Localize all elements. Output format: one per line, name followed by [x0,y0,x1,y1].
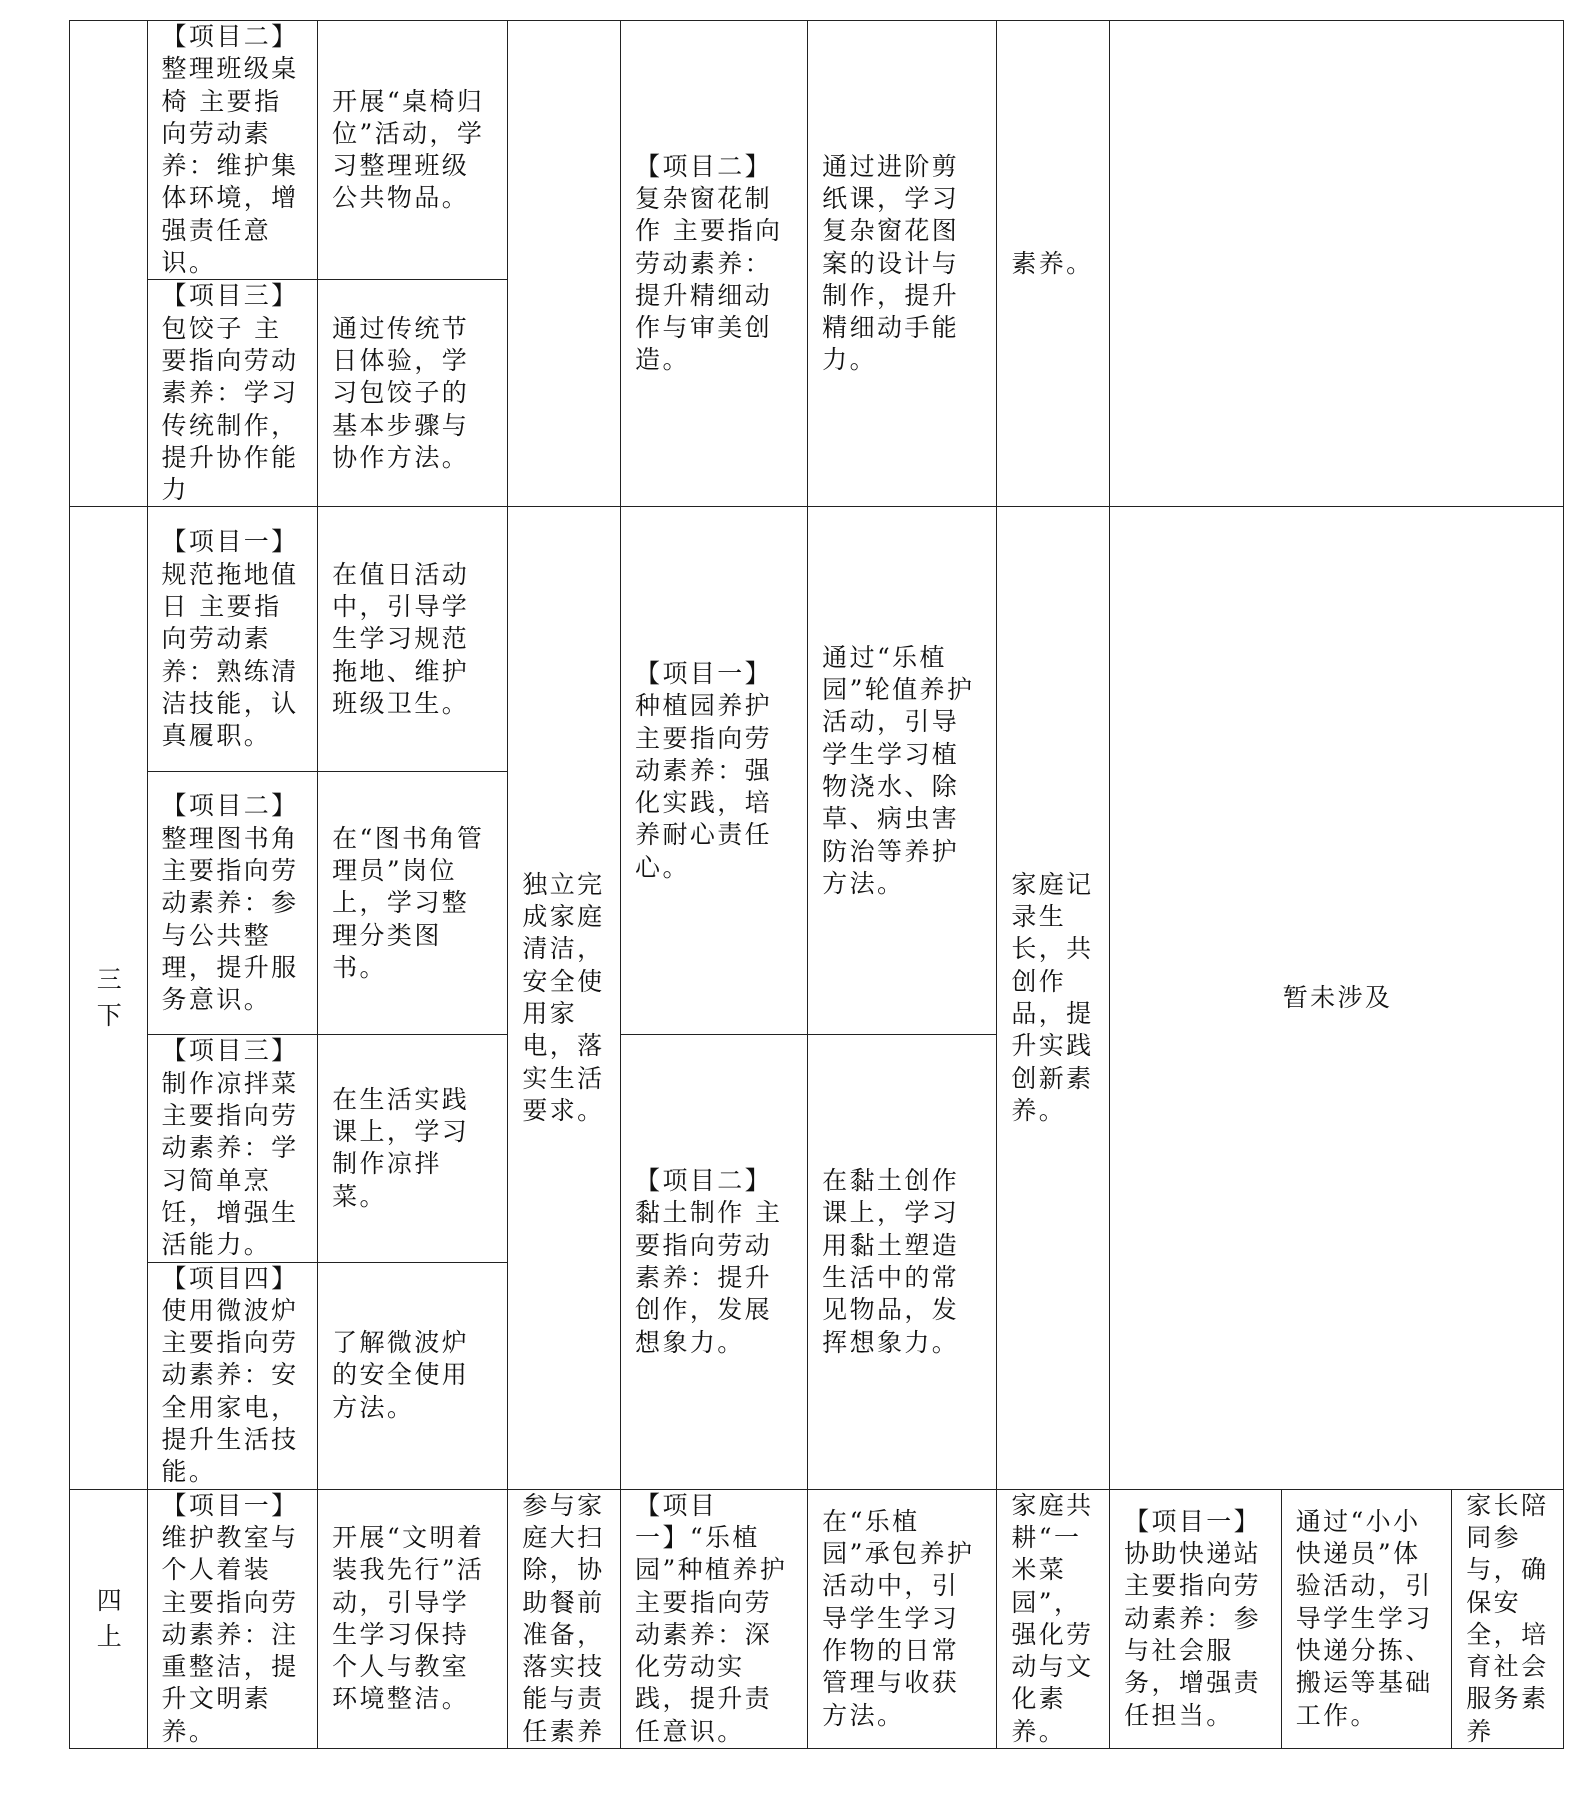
practice-project-desc: 在“乐植园”承包养护活动中，引导学生学习作物的日常管理与收获方法。 [808,1489,997,1748]
social-cell-empty [1110,21,1564,507]
home-cell-empty [508,21,621,507]
curriculum-table [69,20,1564,1749]
practice-project-title: 【项目二】复杂窗花制作 主要指向劳动素养：提升精细动作与审美创造。 [621,21,808,507]
school-project-desc: 通过传统节日体验，学习包饺子的基本步骤与协作方法。 [318,280,508,507]
practice-project-desc: 通过“乐植园”轮值养护活动，引导学生学习植物浇水、除草、病虫害防治等养护方法。 [808,507,997,1035]
family-cell-tail: 素养。 [997,21,1110,507]
table-row [70,21,1564,280]
home-labor-cell: 参与家庭大扫除，协助餐前准备，落实技能与责任素养 [508,1489,621,1748]
school-project-title: 【项目一】维护教室与个人着装 主要指向劳动素养：注重整洁，提升文明素养。 [147,1489,318,1748]
school-project-desc: 开展“文明着装我先行”活动，引导学生学习保持个人与教室环境整洁。 [318,1489,508,1748]
social-project-desc: 通过“小小快递员”体验活动，引导学生学习快递分拣、搬运等基础工作。 [1281,1489,1452,1748]
home-labor-cell: 独立完成家庭清洁，安全使用家电，落实生活要求。 [508,507,621,1489]
school-project-desc: 了解微波炉的安全使用方法。 [318,1262,508,1489]
grade-cell-empty [70,21,148,507]
school-project-title: 【项目三】包饺子 主要指向劳动素养：学习传统制作，提升协作能力 [147,280,318,507]
practice-project-desc: 在黏土创作课上，学习用黏土塑造生活中的常见物品，发挥想象力。 [808,1035,997,1489]
family-labor-cell: 家庭共耕“一米菜园”，强化劳动与文化素养。 [997,1489,1110,1748]
school-project-title: 【项目四】使用微波炉 主要指向劳动素养：安全用家电，提升生活技能。 [147,1262,318,1489]
school-project-desc: 在“图书角管理员”岗位上，学习整理分类图书。 [318,772,508,1035]
grade-label: 四上 [70,1489,148,1748]
school-project-desc: 在值日活动中，引导学生学习规范拖地、维护班级卫生。 [318,507,508,772]
school-project-desc: 开展“桌椅归位”活动，学习整理班级公共物品。 [318,21,508,280]
family-labor-cell: 家庭记录生长，共创作品，提升实践创新素养。 [997,507,1110,1489]
grade-label: 三下 [70,507,148,1489]
social-project-title: 【项目一】协助快递站 主要指向劳动素养：参与社会服务，增强责任担当。 [1110,1489,1282,1748]
school-project-title: 【项目二】整理班级桌椅 主要指向劳动素养：维护集体环境，增强责任意识。 [147,21,318,280]
school-project-title: 【项目三】制作凉拌菜 主要指向劳动素养：学习简单烹饪，增强生活能力。 [147,1035,318,1262]
social-labor-cell: 暂未涉及 [1110,507,1564,1489]
table-row [70,1489,1564,1748]
school-project-title: 【项目二】整理图书角 主要指向劳动素养：参与公共整理，提升服务意识。 [147,772,318,1035]
practice-project-title: 【项目一】种植园养护 主要指向劳动素养：强化实践，培养耐心责任心。 [621,507,808,1035]
school-project-title: 【项目一】规范拖地值日 主要指向劳动素养：熟练清洁技能，认真履职。 [147,507,318,772]
practice-project-title: 【项目一】“乐植园”种植养护 主要指向劳动素养：深化劳动实践，提升责任意识。 [621,1489,808,1748]
practice-project-title: 【项目二】黏土制作 主要指向劳动素养：提升创作，发展想象力。 [621,1035,808,1489]
school-project-desc: 在生活实践课上，学习制作凉拌菜。 [318,1035,508,1262]
social-safety-note: 家长陪同参与，确保安全，培育社会服务素养 [1452,1489,1564,1748]
table-row [70,507,1564,772]
practice-project-desc: 通过进阶剪纸课，学习复杂窗花图案的设计与制作，提升精细动手能力。 [808,21,997,507]
